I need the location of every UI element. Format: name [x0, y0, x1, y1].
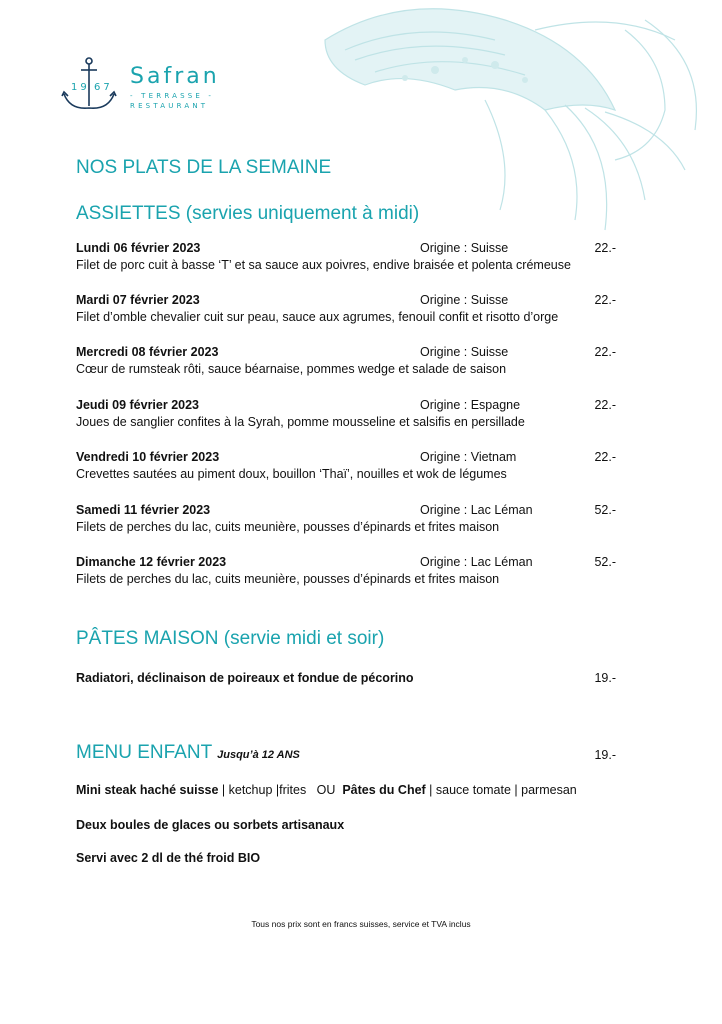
price-footnote: Tous nos prix sont en francs suisses, service et TVA inclus	[251, 919, 471, 929]
dish-description: Crevettes sautées au piment doux, bouillon ‘Thaï’, nouilles et wok de légumes	[76, 467, 507, 481]
enfant-drink-text: Servi avec 2 dl de thé froid BIO	[76, 851, 261, 865]
enfant-item1: Mini steak haché suisse	[76, 783, 219, 797]
dish-price: 52.-	[594, 555, 616, 569]
assiettes-heading: ASSIETTES (servies uniquement à midi)	[76, 203, 420, 224]
restaurant-logo	[60, 56, 240, 126]
dish-price: 22.-	[594, 345, 616, 359]
dish-description: Filet de porc cuit à basse ‘T’ et sa sauce aux poivres, endive braisée et polenta crémeuse	[76, 258, 571, 272]
enfant-age-note: Jusqu’à 12 ANS	[217, 749, 300, 761]
dish-day: Dimanche 12 février 2023	[76, 555, 227, 569]
pates-name: Radiatori, déclinaison de poireaux et fondue de pécorino	[76, 671, 414, 685]
dish-item	[76, 345, 616, 376]
dish-day: Jeudi 09 février 2023	[76, 398, 199, 412]
dish-description: Cœur de rumsteak rôti, sauce béarnaise, pommes wedge et salade de saison	[76, 362, 507, 376]
enfant-item2: Pâtes du Chef	[342, 783, 426, 797]
dish-description: Filets de perches du lac, cuits meunière, pousses d’épinards et frites maison	[76, 520, 500, 534]
dish-day: Samedi 11 février 2023	[76, 503, 211, 517]
logo-subtitle-terrasse: - TERRASSE -	[130, 92, 215, 100]
pates-item	[76, 671, 616, 689]
enfant-drink	[76, 851, 260, 865]
enfant-heading	[76, 742, 300, 764]
dish-day: Mardi 07 février 2023	[76, 293, 200, 307]
dish-item	[76, 555, 616, 586]
enfant-item2-sides: | sauce tomate | parmesan	[425, 783, 577, 797]
dish-description: Filet d’omble chevalier cuit sur peau, sauce aux agrumes, fenouil confit et risotto d’orge	[76, 310, 559, 324]
dish-day: Mercredi 08 février 2023	[76, 345, 219, 359]
enfant-dessert	[76, 818, 344, 832]
dish-origin: Origine : Espagne	[420, 398, 521, 412]
dish-price: 22.-	[594, 450, 616, 464]
dish-description: Joues de sanglier confites à la Syrah, pomme mousseline et salsifis en persillade	[76, 415, 525, 429]
dish-day: Lundi 06 février 2023	[76, 241, 201, 255]
enfant-price: 19.-	[594, 748, 616, 762]
dish-item	[76, 398, 616, 429]
dish-origin: Origine : Suisse	[420, 293, 509, 307]
enfant-main-options	[76, 783, 577, 797]
dish-description: Filets de perches du lac, cuits meunière, pousses d’épinards et frites maison	[76, 572, 500, 586]
dish-item	[76, 241, 616, 272]
dish-day: Vendredi 10 février 2023	[76, 450, 220, 464]
pates-price: 19.-	[594, 671, 616, 685]
dish-price: 22.-	[594, 398, 616, 412]
dish-origin: Origine : Lac Léman	[420, 503, 533, 517]
dish-origin: Origine : Vietnam	[420, 450, 517, 464]
enfant-item1-sides: | ketchup |frites OU	[218, 783, 343, 797]
enfant-heading-title: MENU ENFANT	[76, 742, 212, 763]
logo-year-right: 67	[94, 82, 113, 93]
dish-origin: Origine : Suisse	[420, 345, 509, 359]
dish-item	[76, 293, 616, 324]
dish-price: 22.-	[594, 241, 616, 255]
dish-price: 22.-	[594, 293, 616, 307]
pates-heading: PÂTES MAISON (servie midi et soir)	[76, 628, 385, 649]
dish-origin: Origine : Suisse	[420, 241, 509, 255]
dish-item	[76, 450, 616, 481]
week-heading: NOS PLATS DE LA SEMAINE	[76, 157, 332, 178]
dish-item	[76, 503, 616, 534]
enfant-dessert-text: Deux boules de glaces ou sorbets artisanaux	[76, 818, 345, 832]
logo-year-left: 19	[71, 82, 90, 93]
dish-price: 52.-	[594, 503, 616, 517]
logo-brand-name: Safran	[130, 64, 220, 89]
logo-subtitle-restaurant: RESTAURANT	[130, 102, 209, 110]
dish-origin: Origine : Lac Léman	[420, 555, 533, 569]
